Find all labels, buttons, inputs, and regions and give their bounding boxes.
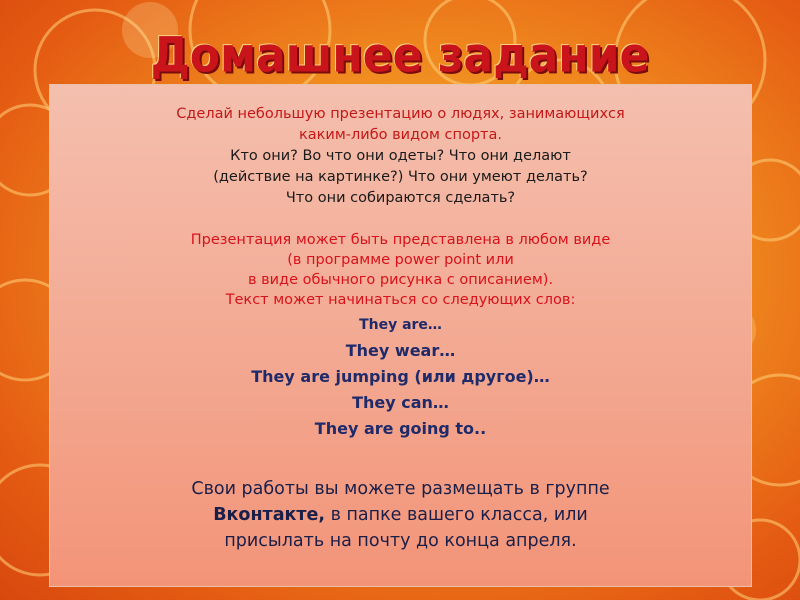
submission-info <box>50 476 751 554</box>
text-line: Текст может начинаться со следующих слов: <box>225 292 576 308</box>
text-line <box>50 502 751 528</box>
text-line: Презентация может быть представлена в любом виде <box>190 232 611 248</box>
text-line: каким-либо видом спорта. <box>299 127 502 143</box>
text-line: в виде обычного рисунка с описанием). <box>247 272 554 288</box>
text-line: (действие на картинке?) Что они умеют делать? <box>213 169 588 185</box>
phrase: They can… <box>352 393 449 412</box>
presentation-format <box>50 230 751 310</box>
text-line: (в программе power point или <box>287 252 514 268</box>
task-description <box>50 104 751 209</box>
phrase: They are going to.. <box>314 419 487 438</box>
text-line: Сделай небольшую презентацию о людях, занимающихся <box>176 106 625 122</box>
text-line: Кто они? Во что они одеты? Что они делают <box>230 148 571 164</box>
text-fragment: в папке вашего класса, или <box>325 505 588 525</box>
page-title: Домашнее задание <box>150 27 650 84</box>
text-line: Что они собираются сделать? <box>285 190 516 206</box>
phrase: They are… <box>359 317 442 333</box>
text-line: присылать на почту до конца апреля. <box>224 531 577 551</box>
phrase: They are jumping (или другое)… <box>251 367 550 386</box>
english-phrases <box>50 312 751 442</box>
content-panel <box>49 84 752 587</box>
text-line: Свои работы вы можете размещать в группе <box>191 479 610 499</box>
phrase: They wear… <box>345 341 456 360</box>
vkontakte-text: Вконтакте, <box>213 505 326 525</box>
